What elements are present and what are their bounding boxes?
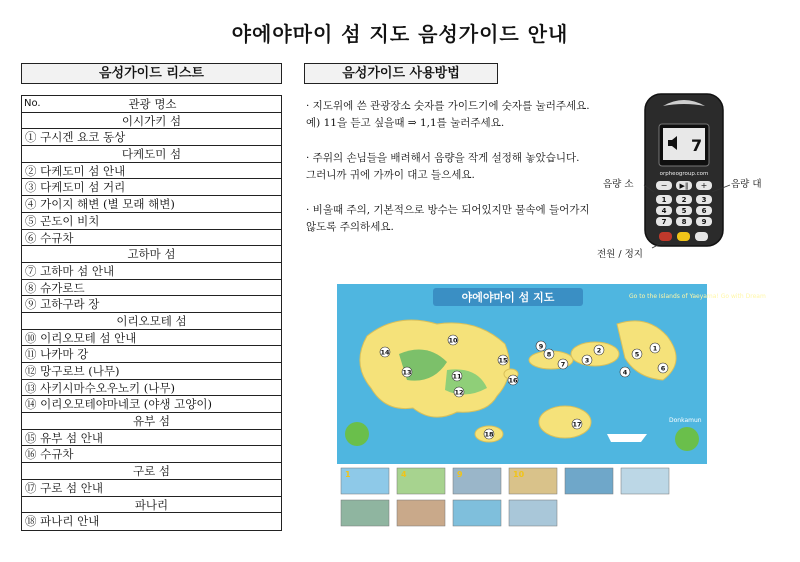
map-marker-number: 14 — [380, 348, 390, 357]
table-row: ⑱ 파나리 안내 — [25, 514, 100, 529]
table-row: ⑫ 망구로브 (나무) — [22, 363, 281, 380]
table-row: ⑩ 이리오모테 섬 안내 — [22, 330, 281, 347]
col-name-header: 관광 명소 — [128, 97, 177, 111]
taketomi-island — [571, 342, 619, 366]
col-no-header: No. — [24, 98, 41, 109]
svg-text:▶‖: ▶‖ — [679, 182, 689, 190]
photo-thumbnail — [509, 500, 557, 526]
island-section-row: 다케도미 섬 — [22, 146, 281, 163]
svg-text:+: + — [700, 181, 708, 190]
map-marker-number: 15 — [498, 356, 508, 365]
map-marker-number: 2 — [596, 346, 602, 355]
power-label: 전원 / 정지 — [597, 249, 643, 260]
photo-thumbnail — [453, 500, 501, 526]
instruction-line: · 주위의 손님들을 배려해서 음량을 작게 설정해 놓았습니다. — [306, 152, 580, 164]
vol-down-label: 음량 소 — [603, 179, 634, 190]
vol-up-label: 음량 대 — [731, 179, 762, 190]
table-row: ⑧ 슈가로드 — [22, 280, 281, 297]
map-marker-number: 10 — [448, 336, 458, 345]
map-marker-number: 3 — [584, 356, 590, 365]
photo-thumbnail — [397, 500, 445, 526]
keypad-key-label: 2 — [681, 196, 687, 204]
instruction-line: · 지도위에 쓴 관광장소 숫자를 가이드기에 숫자를 눌러주세요. — [306, 100, 590, 112]
table-row: ⑯ 수규차 — [22, 446, 281, 463]
map-marker-number: 13 — [402, 368, 412, 377]
island-section-row: 이리오모테 섬 — [22, 313, 281, 330]
map-marker-number: 12 — [454, 388, 464, 397]
mascot-icon — [345, 422, 369, 446]
island-section-row: 파나리 — [22, 497, 281, 514]
device-brand: orpheogroup.com — [659, 171, 709, 177]
table-row: ⑰ 구로 섬 안내 — [22, 480, 281, 497]
table-row: ① 구시겐 요코 동상 — [22, 129, 281, 146]
photo-number: 4 — [401, 470, 407, 479]
mascot-icon — [675, 427, 699, 451]
island-section-row: 구로 섬 — [22, 463, 281, 480]
table-header-row — [22, 96, 281, 113]
island-map — [337, 284, 766, 464]
keypad-key-label: 5 — [681, 207, 687, 215]
island-section-row: 고하마 섬 — [22, 246, 281, 263]
table-row: ⑬ 사키시마수오우노키 (나무) — [22, 380, 281, 397]
guide-list-header: 음성가이드 리스트 — [21, 63, 282, 84]
photo-thumbnail — [341, 500, 389, 526]
table-row: ② 다케도미 섬 안내 — [22, 163, 281, 180]
callout-lines — [630, 176, 740, 256]
table-row: ⑥ 수규차 — [22, 230, 281, 247]
map-marker-number: 16 — [508, 376, 518, 385]
instruction-line: 않도록 주의하세요. — [306, 221, 394, 233]
page-title: 야에야마이 섬 지도 음성가이드 안내 — [231, 22, 569, 46]
island-section-row: 유부 섬 — [22, 413, 281, 430]
instruction-line: 예) 11을 듣고 싶을때 ⇒ 1,1를 눌러주세요. — [306, 117, 505, 129]
howto-header: 음성가이드 사용방법 — [304, 63, 498, 84]
keypad-key-label: 3 — [701, 196, 707, 204]
table-row: ④ 가이지 해변 (별 모래 해변) — [22, 196, 281, 213]
map-marker-number: 17 — [572, 420, 582, 429]
photo-thumbnail — [621, 468, 669, 494]
map-marker-number: 18 — [484, 430, 494, 439]
map-marker-number: 1 — [652, 344, 658, 353]
map-marker-number: 4 — [622, 368, 628, 377]
table-row: ⑤ 곤도이 비치 — [22, 213, 281, 230]
photo-number: 10 — [513, 470, 525, 479]
table-row: ⑦ 고하마 섬 안내 — [22, 263, 281, 280]
map-marker-number: 6 — [660, 364, 666, 373]
instruction-line: 그러니까 귀에 가까이 대고 들으세요. — [306, 169, 475, 181]
keypad-key-label: 4 — [661, 207, 667, 215]
table-row: ③ 다케도미 섬 거리 — [22, 179, 281, 196]
table-row: ⑮ 유부 섬 안내 — [22, 430, 281, 447]
map-marker-number: 7 — [560, 360, 566, 369]
photo-strip — [337, 467, 707, 529]
table-row: ⑭ 이리오모테야마네코 (야생 고양이) — [22, 396, 281, 413]
keypad-key-label: 8 — [681, 218, 687, 226]
device-screen-number: 7 — [691, 136, 703, 155]
guide-list-table — [21, 95, 282, 531]
table-row: ⑪ 나카마 강 — [22, 346, 281, 363]
keypad-key-label: 7 — [661, 218, 667, 226]
map-marker-number: 8 — [546, 350, 552, 359]
instruction-line: · 비울때 주의, 기본적으로 방수는 되어있지만 물속에 들어가지 — [306, 204, 590, 216]
keypad-key-label: 9 — [701, 218, 707, 226]
map-marker-number: 9 — [538, 342, 544, 351]
island-section-row: 이시가키 섬 — [22, 113, 281, 130]
keypad-key-label: 6 — [701, 207, 707, 215]
kuroshima-island — [539, 406, 591, 438]
map-badge: Donkamun — [669, 417, 702, 424]
map-title: 야에야마이 섬 지도 — [461, 291, 555, 304]
map-marker-number: 11 — [452, 372, 462, 381]
photo-thumbnail — [565, 468, 613, 494]
photo-number: 1 — [345, 470, 351, 479]
map-caption: Go to the Islands of Yaeyama! Go with Dream — [629, 293, 766, 300]
photo-number: 9 — [457, 470, 463, 479]
map-marker-number: 5 — [634, 350, 640, 359]
table-row: ⑨ 고하구라 장 — [22, 296, 281, 313]
ferry-icon — [607, 434, 647, 442]
svg-text:−: − — [660, 181, 668, 190]
keypad-key-label: 1 — [661, 196, 667, 204]
